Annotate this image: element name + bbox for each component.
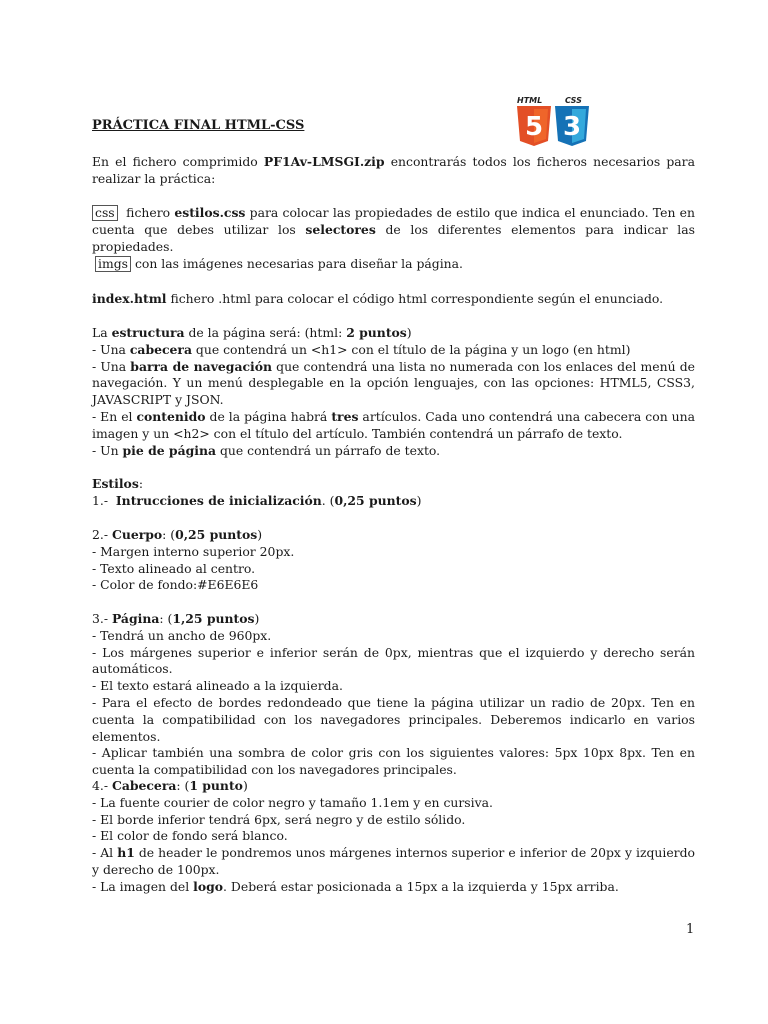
list-item: - El borde inferior tendrá 6px, será negro y de estilo sólido. — [92, 811, 466, 827]
list-item: - Una barra de navegación que contendrá una lista no numerada con los enlaces del menú de navegación. Y un menú desplegable en la opción lenguajes, con las opciones: HTML5, CSS3, JAVASCRIPT y JSON. — [92, 358, 695, 408]
intro-paragraph: En el fichero comprimido PF1Av-LMSGI.zip encontrarás todos los ficheros necesarios para realizar la práctica: — [92, 154, 695, 186]
list-item: - Margen interno superior 20px. — [92, 543, 295, 559]
page-title: PRÁCTICA FINAL HTML-CSS — [92, 118, 305, 133]
estilos-heading: Estilos: — [92, 476, 143, 491]
list-item: - Para el efecto de bordes redondeado que tiene la página utilizar un radio de 20px. Ten en cuenta la compatibilidad con los navegadores principales. Deberemos indicarlo en varios elementos. — [92, 694, 695, 744]
estilos-item-1: 1.- Intrucciones de inicialización. (0,25 puntos) — [92, 492, 422, 508]
list-item: - Texto alineado al centro. — [92, 560, 256, 576]
pagina-heading: 3.- Página: (1,25 puntos) — [92, 611, 260, 626]
cuerpo-heading: 2.- Cuerpo: (0,25 puntos) — [92, 527, 263, 542]
cuerpo-section — [92, 527, 695, 594]
index-paragraph: index.html fichero .html para colocar el código html correspondiente según el enunciado. — [92, 291, 664, 306]
list-item: - Una cabecera que contendrá un <h1> con el título de la página y un logo (en html) — [92, 341, 631, 357]
cabecera-heading: 4.- Cabecera: (1 punto) — [92, 778, 248, 793]
estructura-heading: La estructura de la página será: (html: 2 puntos) — [92, 325, 412, 340]
html5-css3-logo — [515, 94, 593, 148]
list-item: - El color de fondo será blanco. — [92, 828, 288, 844]
html5-number: 5 — [524, 112, 544, 142]
list-item: - Tendrá un ancho de 960px. — [92, 627, 272, 643]
list-item: - El texto estará alineado a la izquierda. — [92, 678, 343, 694]
imgs-folder-paragraph: imgs con las imágenes necesarias para diseñar la página. — [95, 256, 698, 273]
css3-number: 3 — [562, 112, 582, 142]
estructura-section — [92, 325, 695, 459]
cabecera-section — [92, 778, 695, 896]
list-item: - Los márgenes superior e inferior serán de 0px, mientras que el izquierdo y derecho serán automáticos. — [92, 644, 695, 677]
list-item: - Aplicar también una sombra de color gris con los siguientes valores: 5px 10px 8px. Ten en cuenta la compatibilidad con los navegadores principales. — [92, 745, 695, 778]
css-folder-paragraph: css fichero estilos.css para colocar las propiedades de estilo que indica el enunciado. Ten en cuenta que debes utilizar los selectores de los diferentes elementos para indicar las propiedades. — [92, 205, 695, 254]
html-logo-label: HTML — [517, 96, 543, 105]
list-item: - Un pie de página que contendrá un párrafo de texto. — [92, 442, 441, 458]
pagina-section — [92, 611, 695, 779]
list-item: - La imagen del logo. Deberá estar posicionada a 15px a la izquierda y 15px arriba. — [92, 878, 619, 894]
css-logo-label: CSS — [565, 96, 582, 105]
list-item: - Al h1 de header le pondremos unos márgenes internos superior e inferior de 20px y izquierdo y derecho de 100px. — [92, 845, 696, 877]
css-folder-label: css — [92, 205, 118, 221]
list-item: - La fuente courier de color negro y tamaño 1.1em y en cursiva. — [92, 794, 493, 810]
page-number: 1 — [686, 922, 695, 937]
estilos-section — [92, 476, 695, 510]
imgs-folder-label: imgs — [95, 256, 131, 272]
list-item: - Color de fondo:#E6E6E6 — [92, 577, 259, 593]
list-item: - En el contenido de la página habrá tres artículos. Cada uno contendrá una cabecera con una imagen y un <h2> con el título del artículo. También contendrá un párrafo de texto. — [92, 408, 696, 441]
